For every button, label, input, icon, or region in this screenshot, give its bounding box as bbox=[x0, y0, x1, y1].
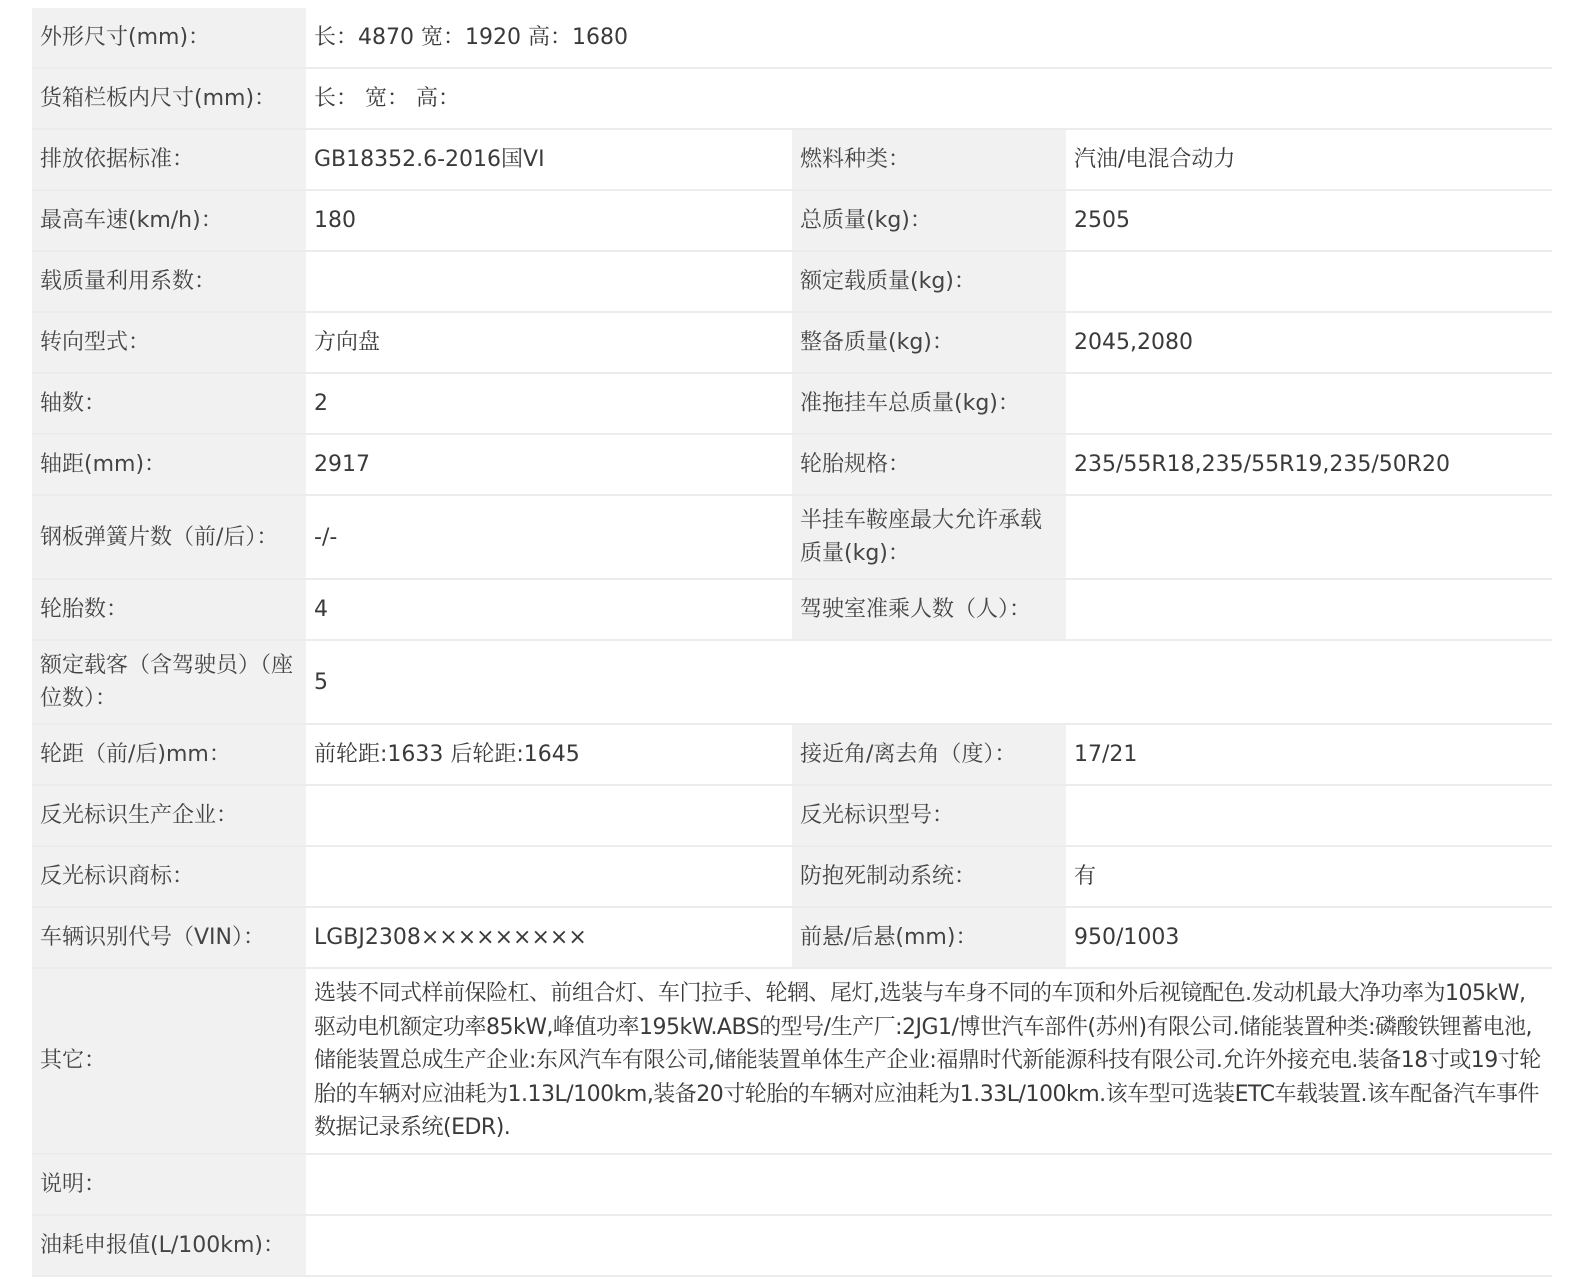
value-gross-mass: 2505 bbox=[1066, 190, 1552, 251]
value-overhang: 950/1003 bbox=[1066, 907, 1552, 968]
value-load-coefficient bbox=[306, 251, 792, 312]
label-other: 其它： bbox=[32, 968, 306, 1154]
row-leaf-springs bbox=[32, 495, 1552, 579]
value-fuel-consumption bbox=[306, 1215, 1552, 1276]
value-trailer-mass bbox=[1066, 373, 1552, 434]
label-wheelbase: 轴距(mm)： bbox=[32, 434, 306, 495]
value-abs: 有 bbox=[1066, 846, 1552, 907]
value-tire-count: 4 bbox=[306, 579, 792, 640]
row-max-speed bbox=[32, 190, 1552, 251]
label-curb-mass: 整备质量(kg)： bbox=[792, 312, 1066, 373]
value-rated-load bbox=[1066, 251, 1552, 312]
row-axles bbox=[32, 373, 1552, 434]
row-other bbox=[32, 968, 1552, 1154]
row-notes bbox=[32, 1154, 1552, 1215]
label-leaf-springs: 钢板弹簧片数（前/后）： bbox=[32, 495, 306, 579]
label-reflector-model: 反光标识型号： bbox=[792, 785, 1066, 846]
row-reflector-mfr bbox=[32, 785, 1552, 846]
value-track: 前轮距:1633 后轮距:1645 bbox=[306, 724, 792, 785]
row-cargo-box bbox=[32, 68, 1552, 129]
label-tire-spec: 轮胎规格： bbox=[792, 434, 1066, 495]
value-saddle-load bbox=[1066, 495, 1552, 579]
label-fuel-consumption: 油耗申报值(L/100km)： bbox=[32, 1215, 306, 1276]
value-approach-angle: 17/21 bbox=[1066, 724, 1552, 785]
row-tires bbox=[32, 579, 1552, 640]
value-vin: LGBJ2308××××××××× bbox=[306, 907, 792, 968]
row-steering bbox=[32, 312, 1552, 373]
value-passengers: 5 bbox=[306, 640, 1552, 724]
label-load-coefficient: 载质量利用系数： bbox=[32, 251, 306, 312]
label-emission-standard: 排放依据标准： bbox=[32, 129, 306, 190]
row-fuel-consumption bbox=[32, 1215, 1552, 1276]
label-abs: 防抱死制动系统： bbox=[792, 846, 1066, 907]
label-notes: 说明： bbox=[32, 1154, 306, 1215]
row-vin bbox=[32, 907, 1552, 968]
value-fuel-type: 汽油/电混合动力 bbox=[1066, 129, 1552, 190]
value-cab-capacity bbox=[1066, 579, 1552, 640]
label-saddle-load: 半挂车鞍座最大允许承载质量(kg)： bbox=[792, 495, 1066, 579]
value-cargo-box: 长： 宽： 高： bbox=[306, 68, 1552, 129]
value-max-speed: 180 bbox=[306, 190, 792, 251]
row-track bbox=[32, 724, 1552, 785]
vehicle-spec-table bbox=[32, 6, 1552, 1277]
label-cab-capacity: 驾驶室准乘人数（人）： bbox=[792, 579, 1066, 640]
label-tire-count: 轮胎数： bbox=[32, 579, 306, 640]
label-axles: 轴数： bbox=[32, 373, 306, 434]
value-reflector-model bbox=[1066, 785, 1552, 846]
label-fuel-type: 燃料种类： bbox=[792, 129, 1066, 190]
label-steering: 转向型式： bbox=[32, 312, 306, 373]
label-passengers: 额定载客（含驾驶员）（座位数）： bbox=[32, 640, 306, 724]
label-reflector-mfr: 反光标识生产企业： bbox=[32, 785, 306, 846]
value-curb-mass: 2045,2080 bbox=[1066, 312, 1552, 373]
label-reflector-brand: 反光标识商标： bbox=[32, 846, 306, 907]
label-vin: 车辆识别代号（VIN）： bbox=[32, 907, 306, 968]
row-load-coef bbox=[32, 251, 1552, 312]
label-overhang: 前悬/后悬(mm)： bbox=[792, 907, 1066, 968]
value-steering: 方向盘 bbox=[306, 312, 792, 373]
value-other: 选装不同式样前保险杠、前组合灯、车门拉手、轮辋、尾灯,选装与车身不同的车顶和外后视镜配色.发动机最大净功率为105kW,驱动电机额定功率85kW,峰值功率195kW.ABS的型号/生产厂:2JG1/博世汽车部件(苏州)有限公司.储能装置种类:磷酸铁锂蓄电池,储能装置总成生产企业:东风汽车有限公司,储能装置单体生产企业:福鼎时代新能源科技有限公司.允许外接充电.装备18寸或19寸轮胎的车辆对应油耗为1.13L/100km,装备20寸轮胎的车辆对应油耗为1.33L/100km.该车型可选装ETC车载装置.该车配备汽车事件数据记录系统(EDR). bbox=[306, 968, 1552, 1154]
value-reflector-mfr bbox=[306, 785, 792, 846]
label-gross-mass: 总质量(kg)： bbox=[792, 190, 1066, 251]
label-cargo-box: 货箱栏板内尺寸(mm)： bbox=[32, 68, 306, 129]
label-rated-load: 额定载质量(kg)： bbox=[792, 251, 1066, 312]
value-emission-standard: GB18352.6-2016国VI bbox=[306, 129, 792, 190]
label-track: 轮距（前/后)mm： bbox=[32, 724, 306, 785]
value-notes bbox=[306, 1154, 1552, 1215]
value-dimensions: 长：4870 宽：1920 高：1680 bbox=[306, 7, 1552, 68]
label-max-speed: 最高车速(km/h)： bbox=[32, 190, 306, 251]
value-leaf-springs: -/- bbox=[306, 495, 792, 579]
value-axles: 2 bbox=[306, 373, 792, 434]
row-reflector-brand bbox=[32, 846, 1552, 907]
value-tire-spec: 235/55R18,235/55R19,235/50R20 bbox=[1066, 434, 1552, 495]
value-reflector-brand bbox=[306, 846, 792, 907]
row-dimensions bbox=[32, 7, 1552, 68]
row-passengers bbox=[32, 640, 1552, 724]
label-dimensions: 外形尺寸(mm)： bbox=[32, 7, 306, 68]
label-trailer-mass: 准拖挂车总质量(kg)： bbox=[792, 373, 1066, 434]
label-approach-angle: 接近角/离去角（度）： bbox=[792, 724, 1066, 785]
row-emission bbox=[32, 129, 1552, 190]
value-wheelbase: 2917 bbox=[306, 434, 792, 495]
row-wheelbase bbox=[32, 434, 1552, 495]
